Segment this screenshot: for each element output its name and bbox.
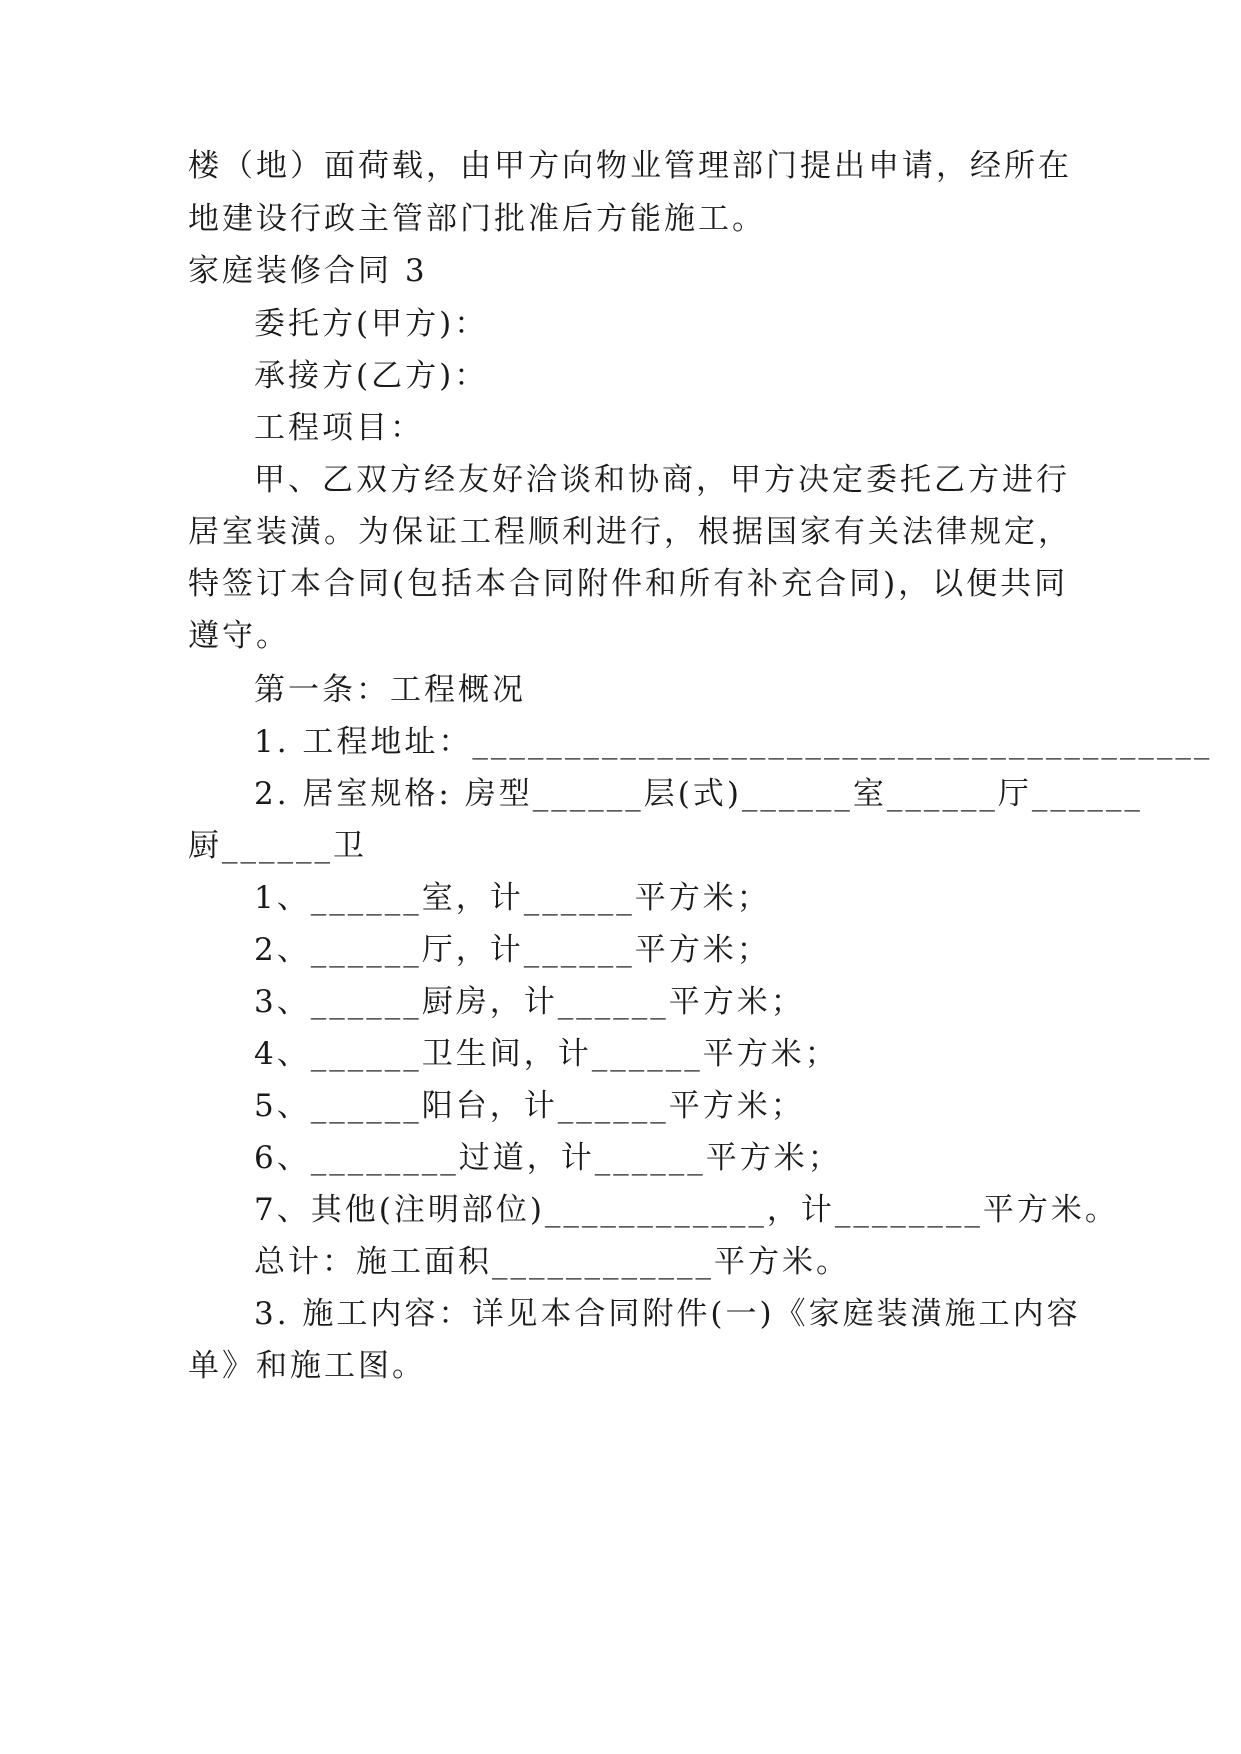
- continuation-line-2: 地建设行政主管部门批准后方能施工。: [188, 201, 766, 237]
- preamble-line-1: 甲、乙双方经友好洽谈和协商，甲方决定委托乙方进行: [254, 462, 1070, 498]
- construction-content-line-2: 单》和施工图。: [188, 1348, 426, 1384]
- room-area-line: 2、______厅，计______平方米；: [254, 932, 771, 968]
- room-area-line: 5、______阳台，计______平方米；: [254, 1088, 805, 1124]
- project-address-line: 1. 工程地址：________________________________________: [254, 724, 1213, 760]
- article-1-heading: 第一条：工程概况: [254, 672, 526, 708]
- construction-content-line-1: 3. 施工内容：详见本合同附件(一)《家庭装潢施工内容: [254, 1296, 1081, 1332]
- room-area-line: 7、其他(注明部位)____________，计________平方米。: [254, 1192, 1119, 1228]
- room-spec-line-2: 厨______卫: [188, 828, 367, 864]
- room-area-line: 6、________过道，计______平方米；: [254, 1140, 842, 1176]
- preamble-line-4: 遵守。: [188, 618, 290, 654]
- continuation-line-1: 楼（地）面荷载，由甲方向物业管理部门提出申请，经所在: [188, 148, 1072, 184]
- preamble-line-2: 居室装潢。为保证工程顺利进行，根据国家有关法律规定，: [188, 514, 1072, 550]
- document-title: 家庭装修合同 3: [188, 253, 428, 289]
- room-area-line: 4、______卫生间，计______平方米；: [254, 1036, 839, 1072]
- party-a-label: 委托方(甲方)：: [254, 306, 489, 342]
- room-area-line: 1、______室，计______平方米；: [254, 880, 771, 916]
- party-b-label: 承接方(乙方)：: [254, 358, 489, 394]
- room-area-line: 3、______厨房，计______平方米；: [254, 984, 805, 1020]
- total-area-line: 总计：施工面积____________平方米。: [254, 1244, 850, 1280]
- project-label: 工程项目：: [254, 410, 424, 446]
- preamble-line-3: 特签订本合同(包括本合同附件和所有补充合同)，以便共同: [188, 566, 1069, 602]
- room-spec-line-1: 2. 居室规格: 房型______层(式)______室______厅______: [254, 776, 1143, 812]
